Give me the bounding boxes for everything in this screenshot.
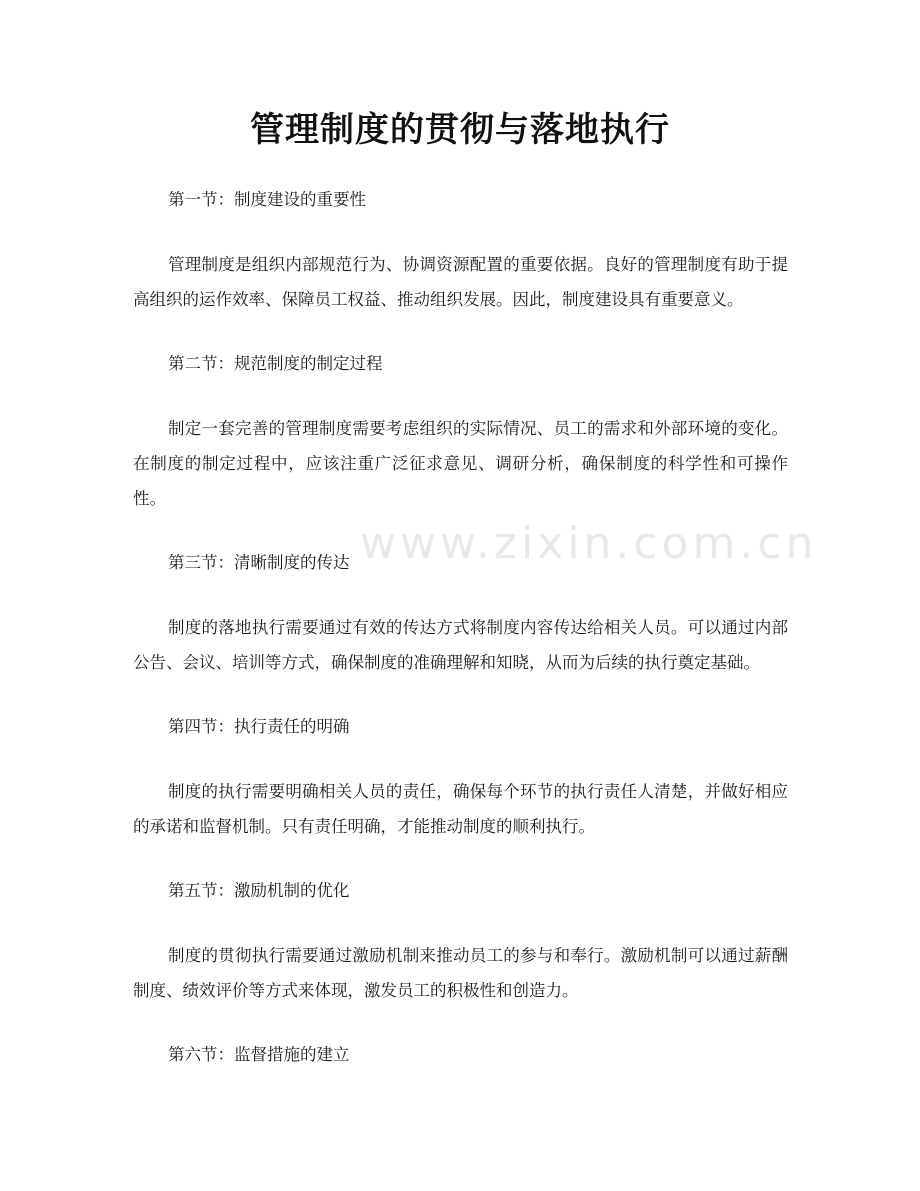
section-5-paragraph: 制度的贯彻执行需要通过激励机制来推动员工的参与和奉行。激励机制可以通过薪酬制度、绩效评价等方式来体现，激发员工的积极性和创造力。 <box>133 946 788 1000</box>
section-1-paragraph: 管理制度是组织内部规范行为、协调资源配置的重要依据。良好的管理制度有助于提高组织的运作效率、保障员工权益、推动组织发展。因此，制度建设具有重要意义。 <box>133 255 788 309</box>
section-5-heading: 第五节：激励机制的优化 <box>168 881 350 900</box>
section-3-heading: 第三节：清晰制度的传达 <box>168 553 350 572</box>
section-1-heading: 第一节：制度建设的重要性 <box>168 190 366 209</box>
section-3-paragraph: 制度的落地执行需要通过有效的传达方式将制度内容传达给相关人员。可以通过内部公告、会议、培训等方式，确保制度的准确理解和知晓，从而为后续的执行奠定基础。 <box>133 618 788 672</box>
document-title: 管理制度的贯彻与落地执行 <box>250 110 670 150</box>
section-4-heading: 第四节：执行责任的明确 <box>168 717 350 736</box>
document-body <box>133 183 818 1102</box>
watermark-text: www.zixin.com.cn <box>360 518 818 569</box>
section-6-heading: 第六节：监督措施的建立 <box>168 1045 350 1064</box>
section-2-heading: 第二节：规范制度的制定过程 <box>168 354 383 373</box>
section-4-paragraph: 制度的执行需要明确相关人员的责任，确保每个环节的执行责任人清楚，并做好相应的承诺和监督机制。只有责任明确，才能推动制度的顺利执行。 <box>133 782 788 836</box>
section-2-paragraph: 制定一套完善的管理制度需要考虑组织的实际情况、员工的需求和外部环境的变化。在制度的制定过程中，应该注重广泛征求意见、调研分析，确保制度的科学性和可操作性。 <box>133 419 788 508</box>
